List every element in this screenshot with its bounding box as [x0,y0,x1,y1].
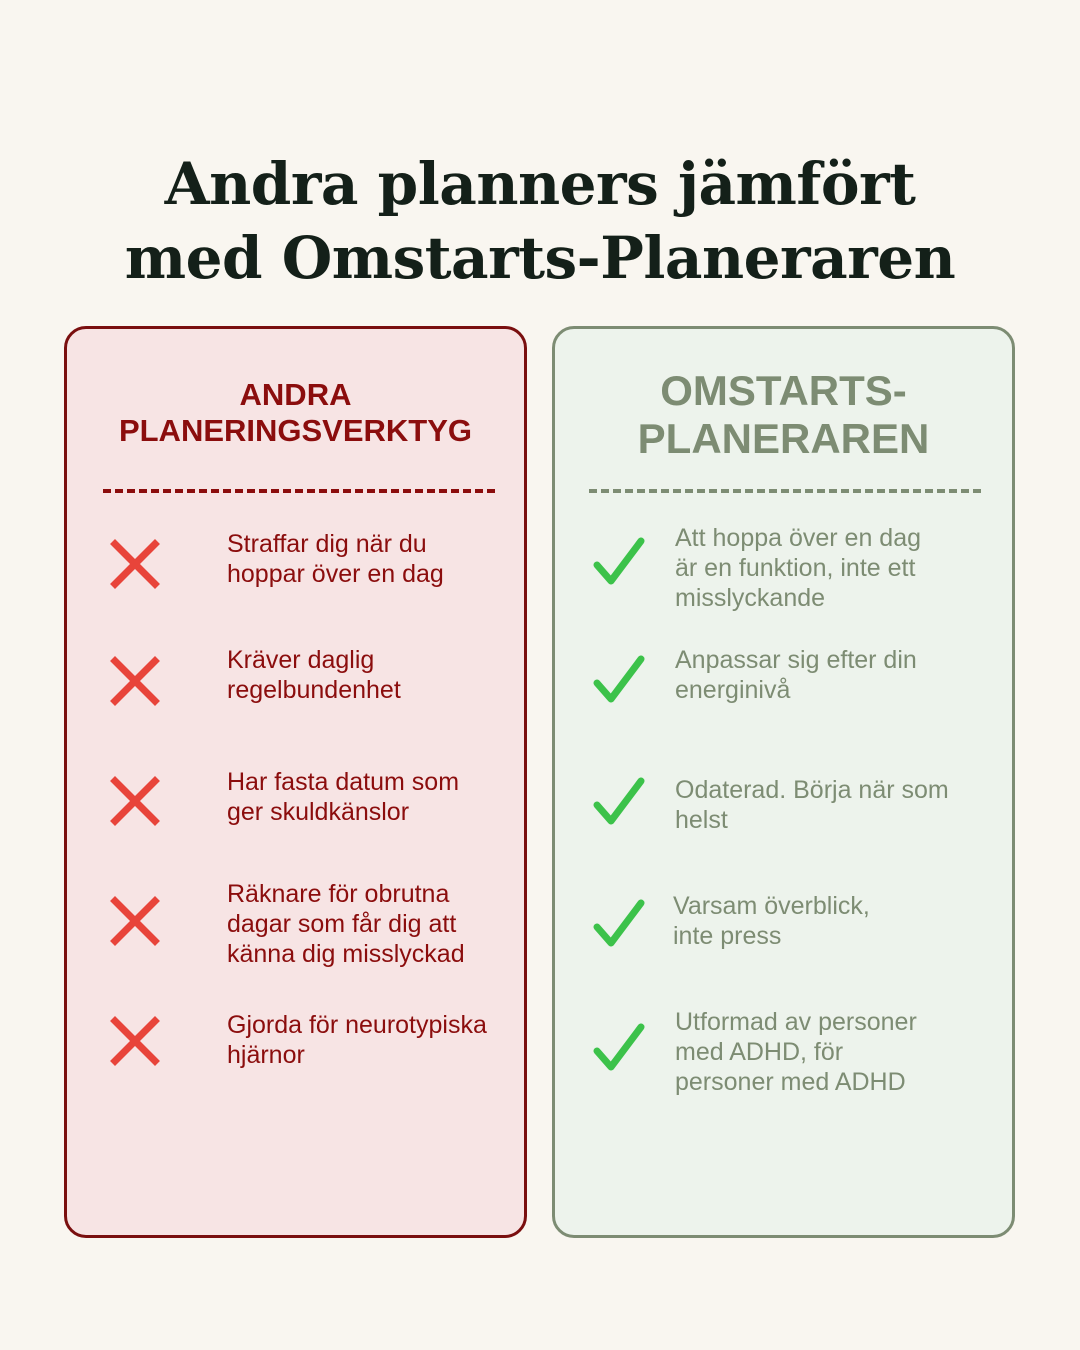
cross-icon [107,653,163,709]
con-item-text: Har fasta datum som ger skuldkänslor [227,768,460,826]
cross-icon [107,773,163,829]
dashed-divider [103,489,495,493]
other-tools-panel [64,326,527,1238]
pro-item-text: Utformad av personer med ADHD, för personer med ADHD [675,1008,917,1096]
check-icon [591,535,647,591]
other-tools-heading-line-2: PLANERINGSVERKTYG [118,413,473,448]
pro-item-text: Anpassar sig efter din energinivå [675,646,917,704]
pro-item-text: Att hoppa över en dag är en funktion, inte ett misslyckande [675,524,922,612]
cross-icon [107,536,163,592]
con-item-text: Gjorda för neurotypiska hjärnor [227,1011,487,1069]
dashed-divider [589,489,981,493]
check-icon [591,775,647,831]
con-item-text: Straffar dig när du hoppar över en dag [227,530,444,588]
check-icon [591,1021,647,1077]
other-tools-heading [67,377,524,449]
other-tools-heading-line-1: ANDRA [239,377,352,412]
check-icon [591,653,647,709]
check-icon [591,897,647,953]
page-title [0,147,1080,295]
page-title-line-1: Andra planners jämfört [164,149,916,218]
pro-item-text: Varsam överblick, inte press [673,892,870,950]
con-item-text: Räknare för obrutna dagar som får dig att känna dig misslyckad [227,880,465,968]
omstarts-planner-heading-line-1: OMSTARTS- [660,367,907,414]
con-item-text: Kräver daglig regelbundenhet [227,646,401,704]
omstarts-planner-heading [555,367,1012,463]
page-title-line-2: med Omstarts-Planeraren [124,223,956,292]
omstarts-planner-heading-line-2: PLANERAREN [637,415,930,462]
omstarts-planner-panel [552,326,1015,1238]
cross-icon [107,1013,163,1069]
cross-icon [107,893,163,949]
pro-item-text: Odaterad. Börja när som helst [675,776,949,834]
